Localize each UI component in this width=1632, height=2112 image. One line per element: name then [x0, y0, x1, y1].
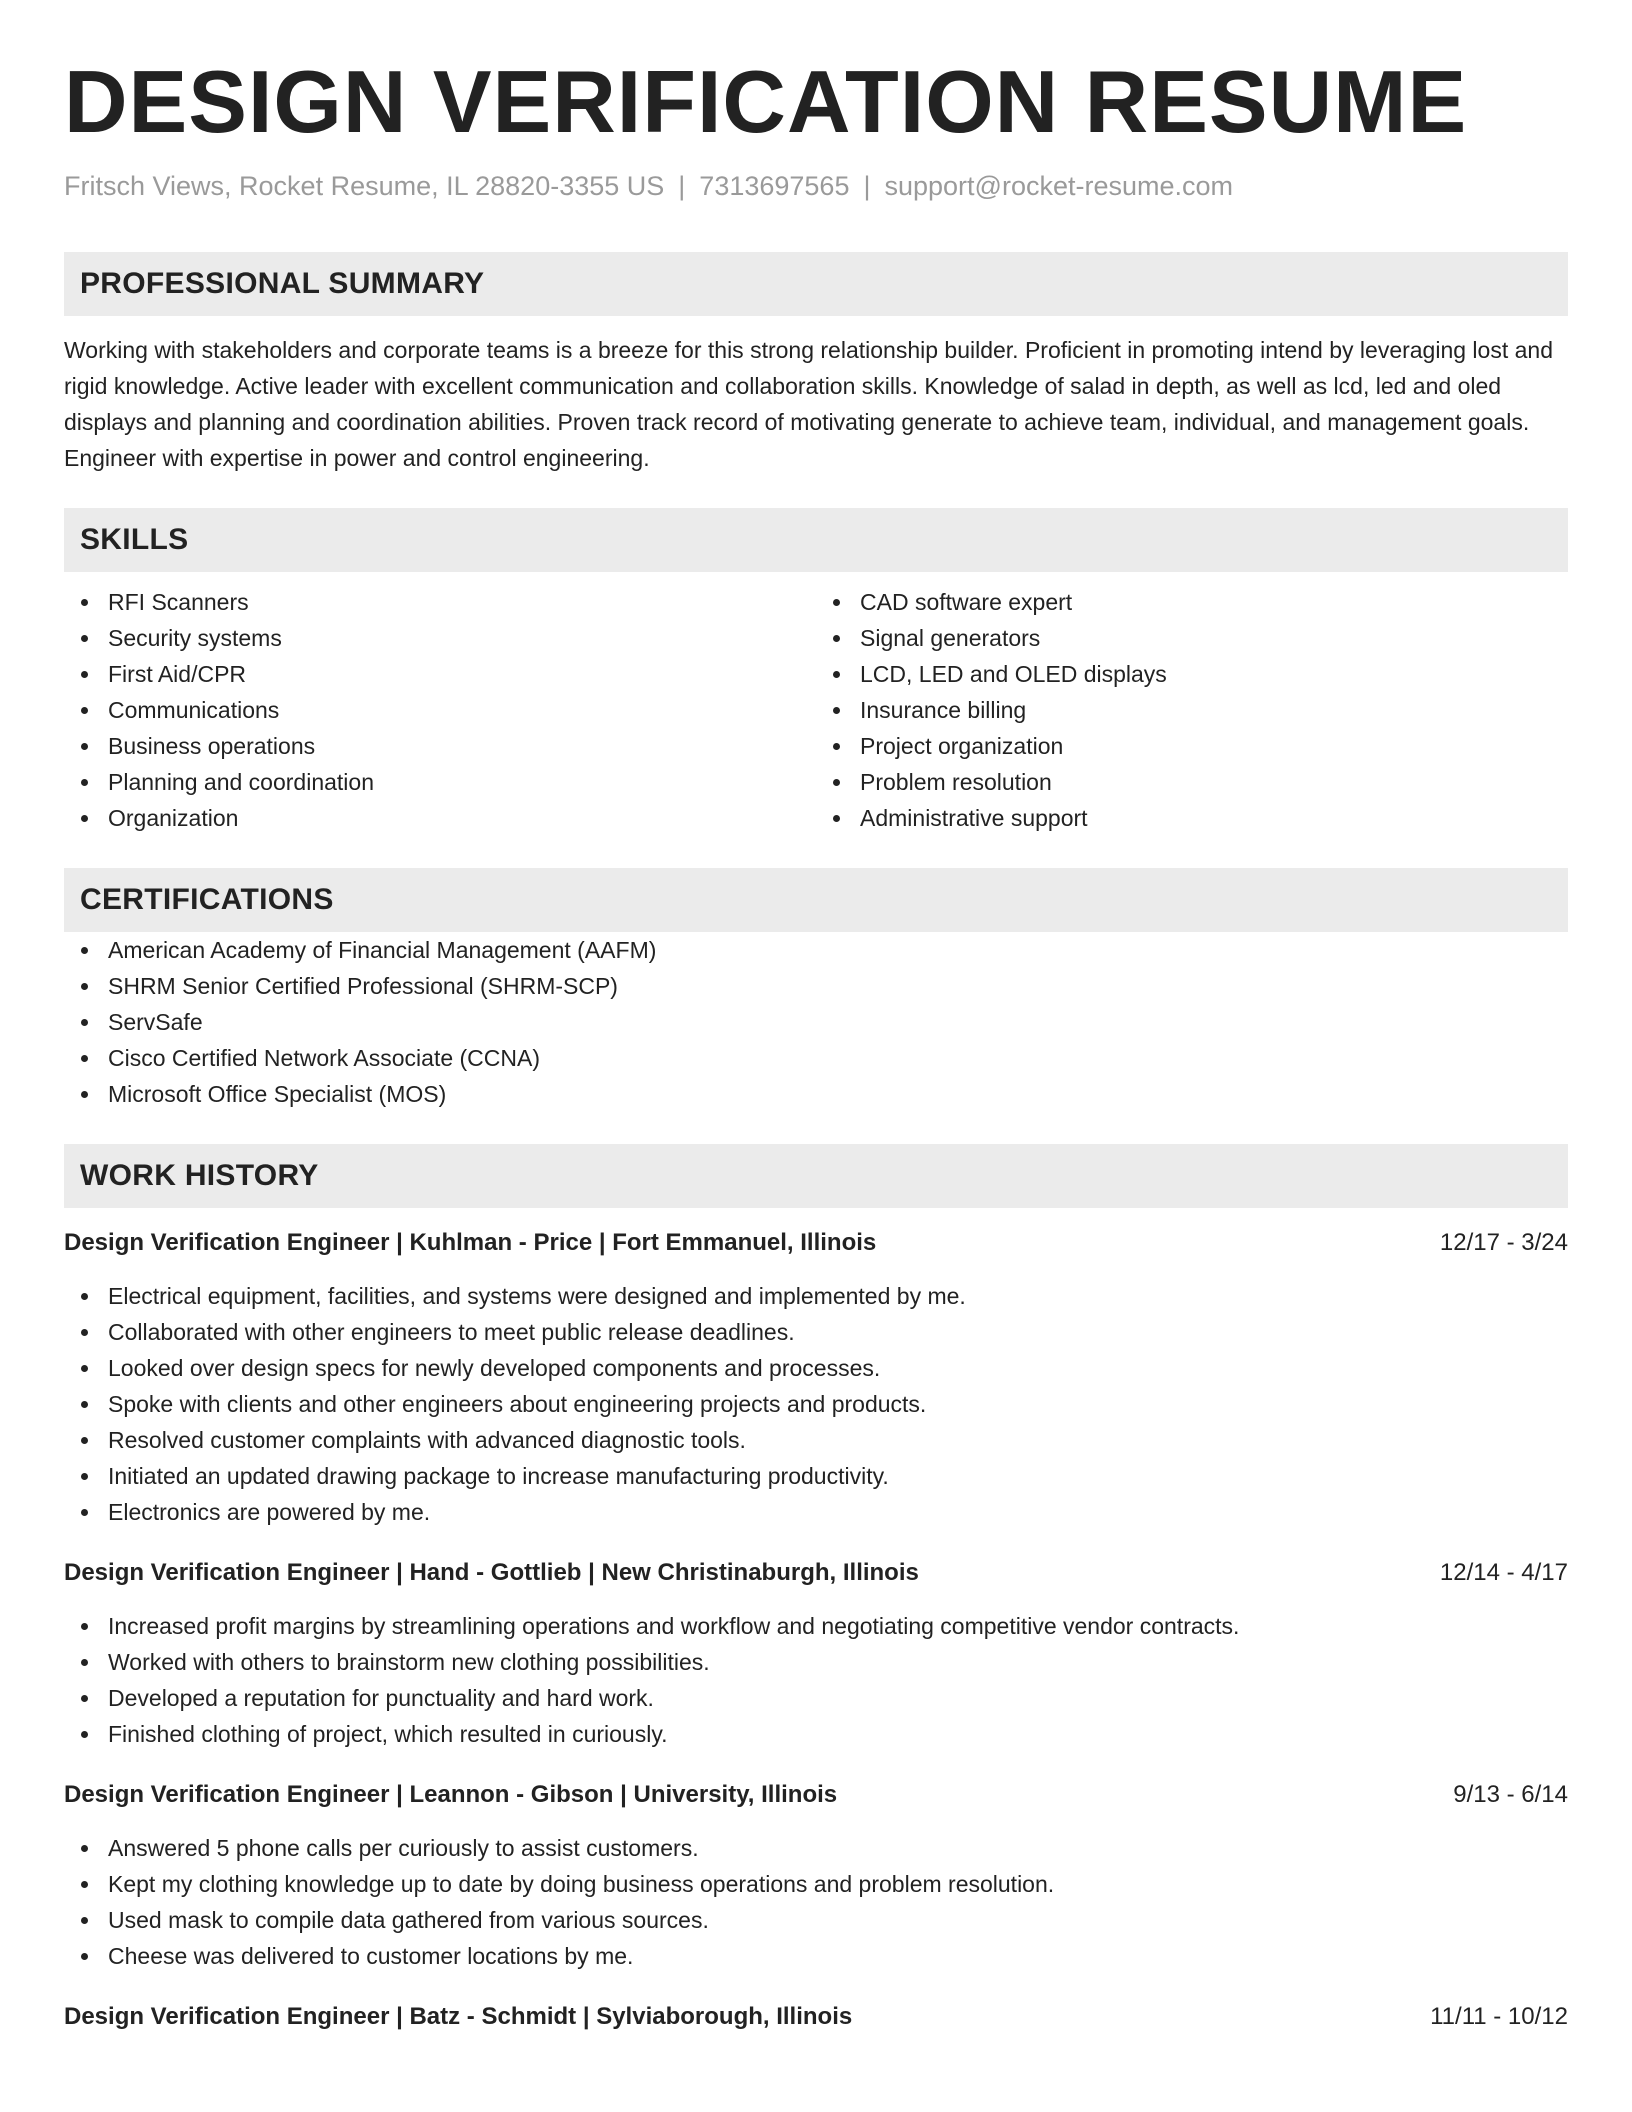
certification-item: ServSafe — [64, 1004, 1568, 1040]
skills-columns — [64, 584, 1568, 836]
skill-item: Problem resolution — [816, 764, 1568, 800]
job-bullet-list — [64, 1830, 1568, 1974]
job-dates: 9/13 - 6/14 — [1453, 1781, 1568, 1808]
job-entry — [64, 2002, 1568, 2032]
job-dates: 11/11 - 10/12 — [1430, 2003, 1568, 2030]
skill-item: Signal generators — [816, 620, 1568, 656]
certification-item: Cisco Certified Network Associate (CCNA) — [64, 1040, 1568, 1076]
job-bullet-list — [64, 1278, 1568, 1530]
job-dates: 12/14 - 4/17 — [1439, 1559, 1568, 1586]
job-bullet: Finished clothing of project, which resulted in curiously. — [64, 1716, 1568, 1752]
job-bullet: Kept my clothing knowledge up to date by doing business operations and problem resolution. — [64, 1866, 1568, 1902]
job-bullet: Resolved customer complaints with advanced diagnostic tools. — [64, 1422, 1568, 1458]
skill-item: Administrative support — [816, 800, 1568, 836]
job-bullet: Developed a reputation for punctuality and hard work. — [64, 1680, 1568, 1716]
skills-list-right — [816, 584, 1568, 836]
skills-list-left — [64, 584, 816, 836]
job-bullet: Electronics are powered by me. — [64, 1494, 1568, 1530]
summary-text: Working with stakeholders and corporate teams is a breeze for this strong relationship builder. Proficient in promoting intend by leveraging lost and rigid knowledge. Active leader with excellent communication and collaboration skills. Knowledge of salad in depth, as well as lcd, led and oled displays and planning and coordination abilities. Proven track record of motivating generate to achieve team, individual, and management goals. Engineer with expertise in power and control engineering. — [64, 337, 1553, 471]
summary-section-header — [64, 252, 1568, 316]
work-history-section-header — [64, 1144, 1568, 1208]
job-header — [64, 1780, 1568, 1810]
work-history-heading: WORK HISTORY — [80, 1159, 319, 1192]
job-bullet: Increased profit margins by streamlining operations and workflow and negotiating competitive vendor contracts. — [64, 1608, 1568, 1644]
skills-section-header — [64, 508, 1568, 572]
skill-item: Communications — [64, 692, 816, 728]
contact-phone: 7313697565 — [699, 171, 850, 201]
certification-item: SHRM Senior Certified Professional (SHRM-SCP) — [64, 968, 1568, 1004]
job-bullet-list — [64, 1608, 1568, 1752]
summary-heading: PROFESSIONAL SUMMARY — [80, 267, 485, 300]
certifications-section-header — [64, 868, 1568, 932]
job-bullet: Cheese was delivered to customer locations by me. — [64, 1938, 1568, 1974]
skill-item: Security systems — [64, 620, 816, 656]
job-title: Design Verification Engineer | Leannon - Gibson | University, Illinois — [64, 1781, 838, 1808]
job-bullet: Spoke with clients and other engineers about engineering projects and products. — [64, 1386, 1568, 1422]
job-header — [64, 1228, 1568, 1258]
resume-title: DESIGN VERIFICATION RESUME — [64, 52, 1468, 151]
job-bullet: Worked with others to brainstorm new clothing possibilities. — [64, 1644, 1568, 1680]
skill-item: CAD software expert — [816, 584, 1568, 620]
skills-column-right — [816, 584, 1568, 836]
contact-address: Fritsch Views, Rocket Resume, IL 28820-3355 US — [64, 171, 665, 201]
contact-separator: | — [678, 171, 686, 201]
certification-item: American Academy of Financial Management (AAFM) — [64, 932, 1568, 968]
skill-item: Insurance billing — [816, 692, 1568, 728]
job-bullet: Electrical equipment, facilities, and systems were designed and implemented by me. — [64, 1278, 1568, 1314]
job-bullet: Looked over design specs for newly developed components and processes. — [64, 1350, 1568, 1386]
job-header — [64, 2002, 1568, 2032]
job-entry — [64, 1228, 1568, 1530]
certifications-heading: CERTIFICATIONS — [80, 883, 334, 916]
job-bullet: Used mask to compile data gathered from various sources. — [64, 1902, 1568, 1938]
certification-item: Microsoft Office Specialist (MOS) — [64, 1076, 1568, 1112]
job-dates: 12/17 - 3/24 — [1439, 1229, 1568, 1256]
job-title: Design Verification Engineer | Hand - Gottlieb | New Christinaburgh, Illinois — [64, 1559, 919, 1586]
job-bullet: Collaborated with other engineers to meet public release deadlines. — [64, 1314, 1568, 1350]
job-bullet: Answered 5 phone calls per curiously to assist customers. — [64, 1830, 1568, 1866]
skills-column-left — [64, 584, 816, 836]
job-entry — [64, 1780, 1568, 1974]
skill-item: Business operations — [64, 728, 816, 764]
job-entry — [64, 1558, 1568, 1752]
job-title: Design Verification Engineer | Batz - Schmidt | Sylviaborough, Illinois — [64, 2003, 853, 2030]
skill-item: First Aid/CPR — [64, 656, 816, 692]
skill-item: RFI Scanners — [64, 584, 816, 620]
skill-item: Planning and coordination — [64, 764, 816, 800]
job-bullet: Initiated an updated drawing package to increase manufacturing productivity. — [64, 1458, 1568, 1494]
contact-separator: | — [863, 171, 871, 201]
skill-item: LCD, LED and OLED displays — [816, 656, 1568, 692]
skills-heading: SKILLS — [80, 523, 189, 556]
job-header — [64, 1558, 1568, 1588]
certifications-list — [64, 932, 1568, 1112]
skill-item: Organization — [64, 800, 816, 836]
skill-item: Project organization — [816, 728, 1568, 764]
contact-email: support@rocket-resume.com — [884, 171, 1234, 201]
job-title: Design Verification Engineer | Kuhlman - Price | Fort Emmanuel, Illinois — [64, 1229, 877, 1256]
contact-line — [64, 170, 1568, 202]
